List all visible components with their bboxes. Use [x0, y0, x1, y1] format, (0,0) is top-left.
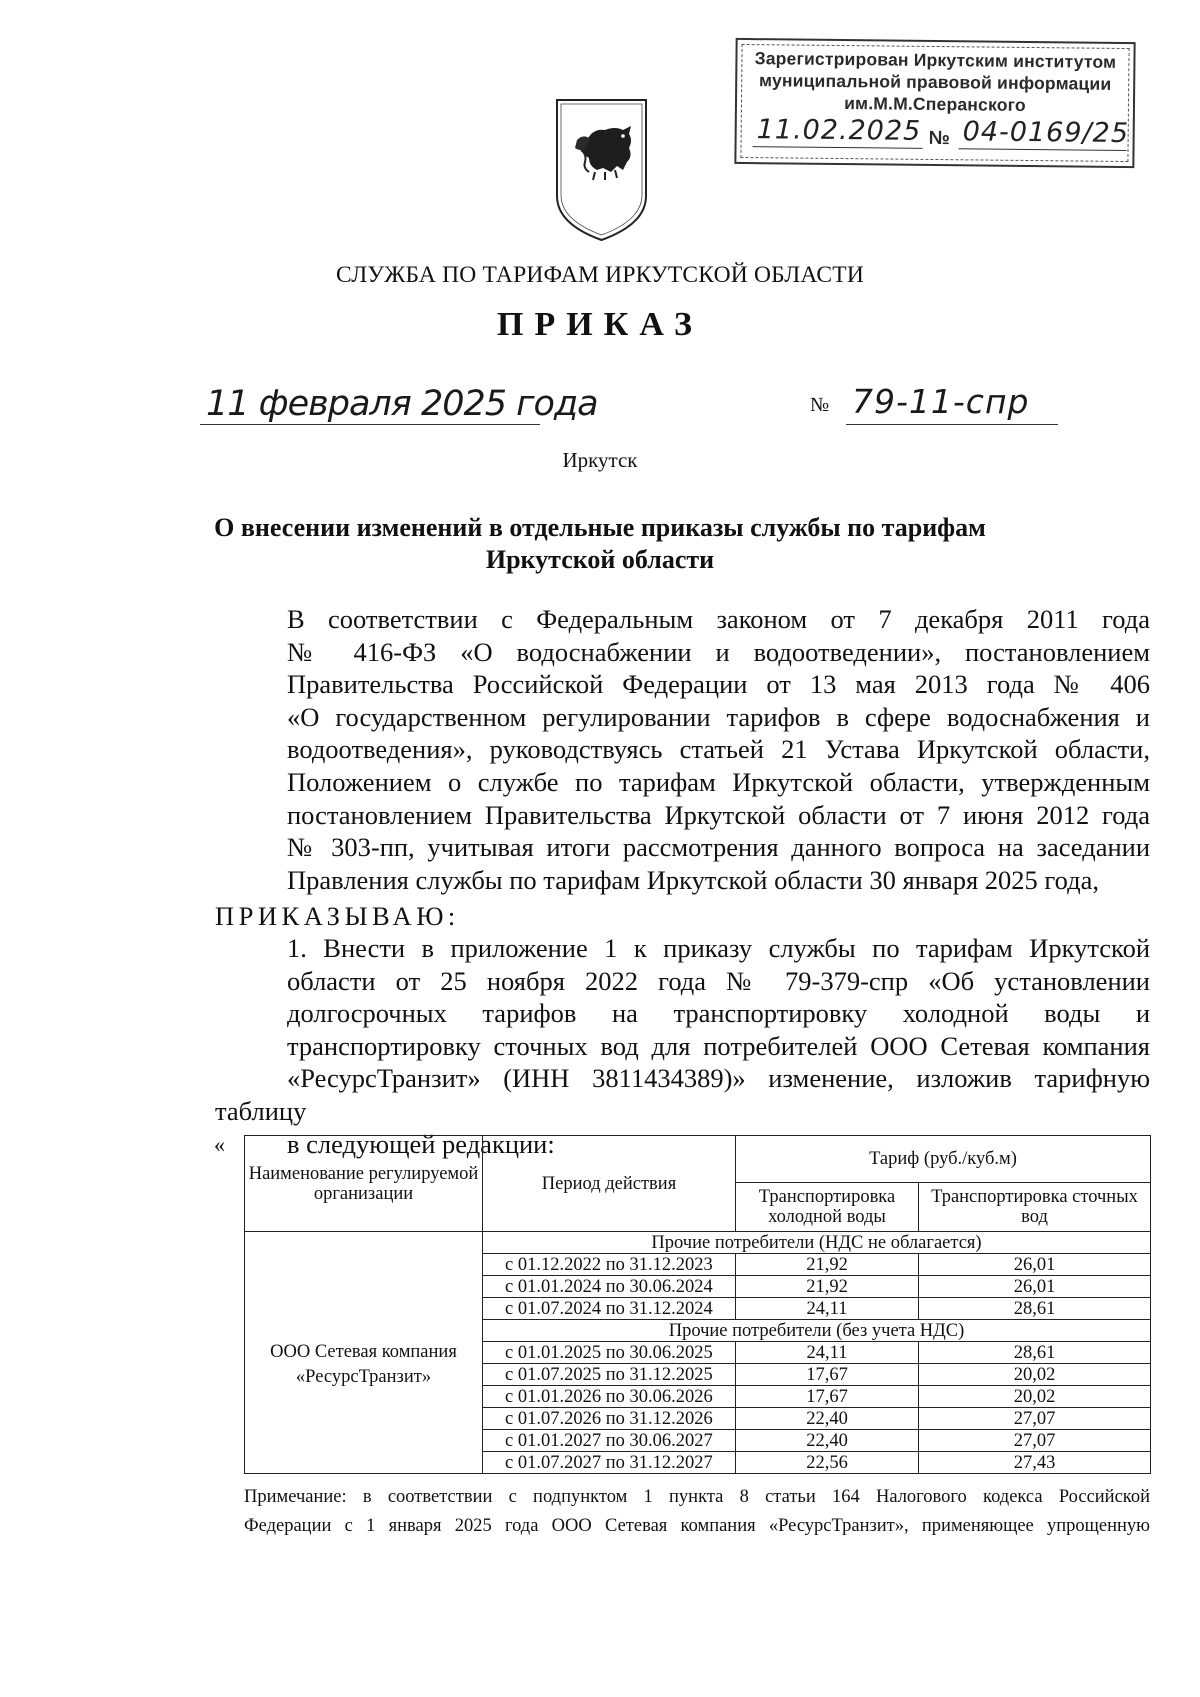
- preamble-line: В соответствии с Федеральным законом от 7 декабря 2011 года: [287, 604, 1150, 634]
- coat-of-arms-icon: [553, 96, 650, 244]
- order-subject: [0, 512, 1200, 576]
- period-cell: с 01.07.2026 по 31.12.2026: [483, 1408, 736, 1430]
- period-cell: с 01.07.2024 по 31.12.2024: [483, 1298, 736, 1320]
- note-line: Федерации с 1 января 2025 года ООО Сетевая компания «РесурсТранзит», применяющее упрощенную: [244, 1516, 1150, 1536]
- group-header: Прочие потребители (НДС не облагается): [483, 1232, 1151, 1254]
- preamble-line: № 416-ФЗ «О водоснабжении и водоотведении», постановлением: [287, 636, 1150, 667]
- period-cell: с 01.01.2026 по 30.06.2026: [483, 1386, 736, 1408]
- order-item-line: долгосрочных тарифов на транспортировку холодной воды и: [287, 998, 1150, 1029]
- waste-water-cell: 26,01: [919, 1276, 1151, 1298]
- period-cell: с 01.07.2027 по 31.12.2027: [483, 1452, 736, 1474]
- order-item-1: [215, 932, 1150, 1160]
- waste-water-cell: 20,02: [919, 1364, 1151, 1386]
- order-date: 11 февраля 2025 года: [206, 384, 598, 424]
- cold-water-cell: 21,92: [736, 1276, 919, 1298]
- preamble-line: № 303-пп, учитывая итоги рассмотрения данного вопроса на заседании: [287, 832, 1150, 863]
- col-header-cold-water: Транспортировка холодной воды: [736, 1183, 919, 1232]
- period-cell: с 01.01.2025 по 30.06.2025: [483, 1342, 736, 1364]
- preamble-paragraph: [215, 603, 1150, 896]
- order-item-line: в следующей редакции:: [287, 1128, 555, 1159]
- order-item-line: 1. Внести в приложение 1 к приказу службы по тарифам Иркутской: [287, 933, 1150, 963]
- cold-water-cell: 22,56: [736, 1452, 919, 1474]
- waste-water-cell: 28,61: [919, 1342, 1151, 1364]
- preamble-line: «О государственном регулировании тарифов в сфере водоснабжения и: [287, 701, 1150, 732]
- stamp-number-sign: №: [928, 127, 950, 150]
- period-cell: с 01.07.2025 по 31.12.2025: [483, 1364, 736, 1386]
- order-number-underline: [846, 424, 1058, 425]
- table-note: [244, 1483, 1150, 1541]
- stamp-line-3: им.М.М.Сперанского: [844, 93, 1026, 115]
- organization-name: ООО Сетевая компания «РесурсТранзит»: [270, 1342, 457, 1387]
- col-header-waste-water: Транспортировка сточных вод: [919, 1183, 1151, 1232]
- period-cell: с 01.01.2027 по 30.06.2027: [483, 1430, 736, 1452]
- cold-water-cell: 17,67: [736, 1386, 919, 1408]
- preamble-line: Правительства Российской Федерации от 13 мая 2013 года № 406: [287, 669, 1150, 700]
- period-cell: с 01.01.2024 по 30.06.2024: [483, 1276, 736, 1298]
- waste-water-cell: 27,07: [919, 1430, 1151, 1452]
- cold-water-cell: 17,67: [736, 1364, 919, 1386]
- waste-water-cell: 26,01: [919, 1254, 1151, 1276]
- subject-line-2: Иркутской области: [485, 545, 715, 574]
- cold-water-cell: 24,11: [736, 1298, 919, 1320]
- cold-water-cell: 21,92: [736, 1254, 919, 1276]
- order-item-line: «РесурсТранзит» (ИНН 3811434389)» изменение, изложив тарифную таблицу: [215, 1063, 1150, 1126]
- period-cell: с 01.12.2022 по 31.12.2023: [483, 1254, 736, 1276]
- stamp-line-1: Зарегистрирован Иркутским институтом: [754, 48, 1117, 72]
- waste-water-cell: 20,02: [919, 1386, 1151, 1408]
- preamble-line: водоотведения», руководствуясь статьей 21 Устава Иркутской области,: [287, 734, 1150, 765]
- stamp-line-2: муниципальной правовой информации: [758, 70, 1112, 94]
- order-number: 79-11-спр: [852, 382, 1030, 421]
- subject-line-1: О внесении изменений в отдельные приказы службы по тарифам: [214, 513, 986, 542]
- stamp-date: 11.02.2025: [756, 114, 922, 147]
- waste-water-cell: 27,43: [919, 1452, 1151, 1474]
- col-header-period: Период действия: [483, 1136, 736, 1232]
- stamp-number: 04-0169/25: [962, 116, 1130, 150]
- col-header-tariff: Тариф (руб./куб.м): [736, 1136, 1151, 1183]
- tariff-table: [244, 1135, 1151, 1474]
- quote-mark: «: [214, 1132, 225, 1157]
- col-header-organization: Наименование регулируемой организации: [245, 1136, 483, 1232]
- document-title: ПРИКАЗ: [497, 306, 703, 343]
- registration-stamp: [734, 38, 1135, 168]
- waste-water-cell: 28,61: [919, 1298, 1151, 1320]
- order-item-line: области от 25 ноября 2022 года № 79-379-спр «Об установлении: [287, 965, 1150, 996]
- cold-water-cell: 22,40: [736, 1430, 919, 1452]
- note-line: Примечание: в соответствии с подпунктом 1 пункта 8 статьи 164 Налогового кодекса Российской: [244, 1487, 1150, 1507]
- cold-water-cell: 22,40: [736, 1408, 919, 1430]
- cold-water-cell: 24,11: [736, 1342, 919, 1364]
- preamble-line: постановлением Правительства Иркутской области от 7 июня 2012 года: [287, 799, 1150, 830]
- preamble-line: Положением о службе по тарифам Иркутской области, утвержденным: [287, 766, 1150, 797]
- order-number-sign: №: [810, 394, 830, 416]
- order-item-line: транспортировку сточных вод для потребителей ООО Сетевая компания: [287, 1030, 1150, 1061]
- organization-cell: [245, 1232, 483, 1474]
- order-date-underline: [200, 424, 540, 425]
- city: Иркутск: [562, 448, 638, 472]
- agency-name: СЛУЖБА ПО ТАРИФАМ ИРКУТСКОЙ ОБЛАСТИ: [335, 262, 865, 288]
- order-word: ПРИКАЗЫВАЮ:: [215, 901, 460, 931]
- group-header: Прочие потребители (без учета НДС): [483, 1320, 1151, 1342]
- preamble-line: Правления службы по тарифам Иркутской области 30 января 2025 года,: [287, 864, 1099, 895]
- waste-water-cell: 27,07: [919, 1408, 1151, 1430]
